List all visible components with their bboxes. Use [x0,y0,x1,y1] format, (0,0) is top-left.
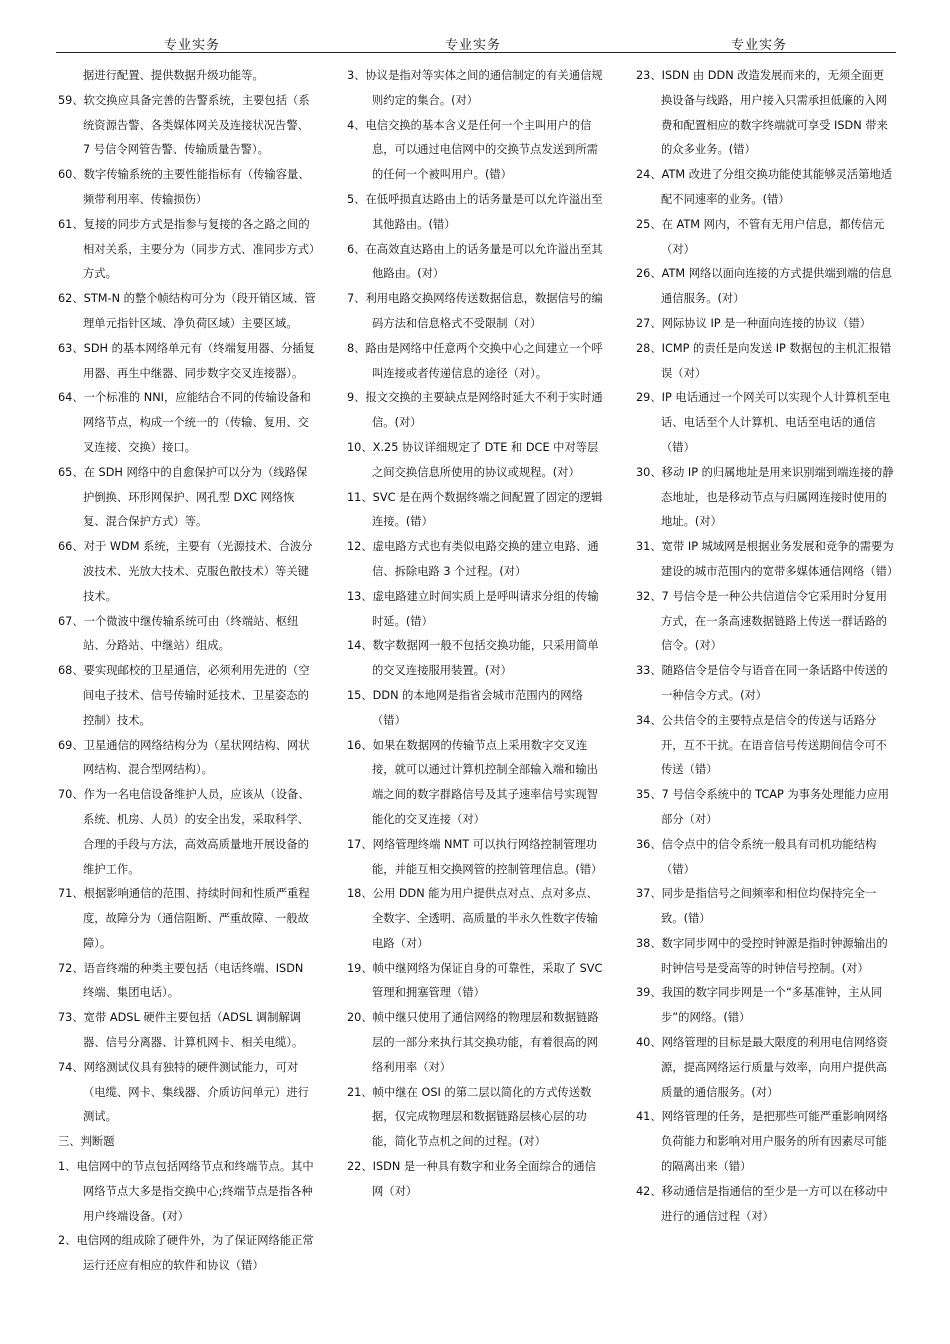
question-item: 4、电信交换的基本含义是任何一个主叫用户的信息，可以通过电信网中的交换节点发送到所需的任何一个被叫用户。(错） [347,118,598,182]
header-title-center: 专业实务 [445,38,502,53]
question-item: 3、协议是指对等实体之间的通信制定的有关通信规则约定的集合。(对） [347,69,603,107]
section-heading: 三、判断题 [58,1135,115,1149]
question-item: 14、数字数据网一般不包括交换功能，只采用简单的交叉连接服用装置。(对） [347,639,599,678]
question-item: 1、电信网中的节点包括网络节点和终端节点。其中网络节点大多是指交换中心;终端节点是指各种用户终端设备。(对） [58,1160,314,1223]
question-item: 7、利用电路交换网络传送数据信息，数据信号的编码方法和信息格式不受限制（对） [347,292,603,330]
question-item: 70、作为一名电信设备维护人员，应该从（设备、系统、机房、人员）的安全出发，采取科学、合理的手段与方法，高效高质量地开展设备的维护工作。 [58,788,310,876]
question-item: 62、STM-N 的整个帧结构可分为（段开销区域、管理单元指针区域、净负荷区域）主要区域。 [58,292,316,330]
question-item: 66、对于 WDM 系统，主要有（光源技术、合波分波技术、光放大技术、克服色散技术）等关键技术。 [58,540,313,603]
question-item: 15、DDN 的本地网是指省会城市范围内的网络（错） [347,688,583,727]
question-item: 25、在 ATM 网内，不管有无用户信息，都传信元（对） [636,217,885,256]
question-item: 2、电信网的组成除了硬件外，为了保证网络能正常运行还应有相应的软件和协议（错） [58,1234,314,1273]
question-item: 36、信令点中的信令系统一般具有司机功能结构（错） [636,837,877,876]
question-item: 28、ICMP 的责任是向发送 IP 数据包的主机汇报错误（对） [636,341,892,380]
column-2 [347,64,605,1205]
question-item: 61、复接的同步方式是指参与复接的各之路之间的相对关系，主要分为（同步方式、准同步方式）方式。 [58,217,315,281]
question-item: 5、在低呼损直达路由上的话务量是可以允许溢出至其他路由。(错） [347,192,603,231]
question-item: 10、X.25 协议详细规定了 DTE 和 DCE 中对等层之间交换信息所使用的协议或规程。(对） [347,440,599,479]
question-item: 38、数字同步网中的受控时钟源是指时钟源输出的时钟信号是受高等的时钟信号控制。(对） [636,936,888,975]
question-item: 30、移动 IP 的归属地址是用来识别端到端连接的静态地址，也是移动节点与归属网连接时使用的地址。(对） [636,465,894,529]
question-item: 67、一个微波中继传输系统可由（终端站、枢纽站、分路站、中继站）组成。 [58,614,299,653]
question-item: 42、移动通信是指通信的至少是一方可以在移动中进行的通信过程（对） [636,1184,888,1223]
question-item: 73、宽带 ADSL 硬件主要包括（ADSL 调制解调器、信号分离器、计算机网卡、相关电缆）。 [58,1011,304,1050]
question-item: 24、ATM 改进了分组交换功能使其能够灵活第地适配不同速率的业务。(错） [636,168,893,206]
question-item: 64、一个标准的 NNI，应能结合不同的传输设备和网络节点，构成一个统一的（传输、复用、交叉连接、交换）接口。 [58,391,311,454]
question-item: 40、网络管理的目标是最大限度的利用电信网络资源，提高网络运行质量与效率，向用户提供高质量的通信服务。(对） [636,1036,888,1099]
page-header [56,34,896,53]
header-title-right: 专业实务 [731,38,788,53]
question-item: 23、ISDN 由 DDN 改造发展而来的，无须全面更换设备与线路，用户接入只需承担低廉的入网费和配置相应的数字终端就可享受 ISDN 带来的众多业务。(错） [636,69,888,157]
question-item: 60、数字传输系统的主要性能指标有（传输容量、频带利用率、传输损伤） [58,168,310,206]
question-item: 18、公用 DDN 能为用户提供点对点、点对多点、全数字、全透明、高质量的半永久性数字传输电路（对） [347,887,598,950]
question-item: 71、根据影响通信的范围、持续时间和性质严重程度，故障分为（通信阻断、严重故障、一般故障）。 [58,887,310,950]
question-item: 27、网际协议 IP 是一种面向连接的协议（错） [636,316,872,330]
question-item: 6、在高效直达路由上的话务量是可以允许溢出至其他路由。(对） [347,242,603,281]
question-item: 13、虚电路建立时间实质上是呼叫请求分组的传输时延。(错） [347,589,599,628]
question-item: 63、SDH 的基本网络单元有（终端复用器、分插复用器、再生中继器、同步数字交叉连接器）。 [58,341,315,380]
question-item: 31、宽带 IP 城域网是根据业务发展和竞争的需要为建设的城市范围内的宽带多媒体通信网络（错） [636,540,899,578]
question-item: 22、ISDN 是一种具有数字和业务全面综合的通信网（对） [347,1160,596,1198]
question-item: 21、帧中继在 OSI 的第二层以简化的方式传送数据，仅完成物理层和数据链路层核心层的功能，简化节点机之间的过程。(对） [347,1085,592,1149]
question-item: 17、网络管理终端 NMT 可以执行网络控制管理功能，并能互相交换网管的控制管理信息。(错） [347,837,603,876]
question-item: 68、要实现邮校的卫星通信，必须利用先进的（空间电子技术、信号传输时延技术、卫星姿态的控制）技术。 [58,664,310,727]
question-item: 41、网络管理的任务，是把那些可能严重影响网络负荷能力和影响对用户服务的所有因素尽可能的隔离出来（错） [636,1110,888,1174]
question-item: 39、我国的数字同步网是一个“多基准钟，主从同步”的网络。(错） [636,986,883,1025]
question-item: 69、卫星通信的网络结构分为（星状网结构、网状网结构、混合型网结构）。 [58,738,310,777]
question-item: 26、ATM 网络以面向连接的方式提供端到端的信息通信服务。(对） [636,267,893,306]
question-item: 8、路由是网络中任意两个交换中心之间建立一个呼叫连接或者传递信息的途径（对）。 [347,341,603,380]
question-item: 29、IP 电话通过一个网关可以实现个人计算机至电话、电话至个人计算机、电话至电话的通信（错） [636,391,891,454]
question-item: 72、语音终端的种类主要包括（电话终端、ISDN 终端、集团电话）。 [58,961,304,1000]
column-3 [636,64,899,1229]
question-item: 34、公共信令的主要特点是信令的传送与话路分开，互不干扰。在语音信号传送期间信令可不传送（错） [636,713,887,777]
question-item: 65、在 SDH 网络中的自愈保护可以分为（线路保护倒换、环形网保护、网孔型 DXC 网络恢复、混合保护方式）等。 [58,465,308,529]
question-item: 12、虚电路方式也有类似电路交换的建立电路、通信、拆除电路 3 个过程。(对） [347,540,599,578]
question-item: 37、同步是指信号之间频率和相位均保持完全一致。(错） [636,887,877,926]
question-item: 32、7 号信令是一种公共信道信令它采用时分复用方式，在一条高速数据链路上传送一群话路的信令。(对） [636,589,888,653]
question-item: 33、随路信令是信令与语音在同一条话路中传送的一种信令方式。(对） [636,664,888,702]
column-1 [58,64,316,1279]
question-item: 20、帧中继只使用了通信网络的物理层和数据链路层的一部分来执行其交换功能，有着很高的网络利用率（对） [347,1011,599,1074]
continued-paragraph: 据进行配置、提供数据升级功能等。 [83,69,264,82]
question-item: 11、SVC 是在两个数据终端之间配置了固定的逻辑连接。(错） [347,490,603,529]
question-item: 9、报文交换的主要缺点是网络时延大不利于实时通信。(对） [347,391,603,430]
question-item: 16、如果在数据网的传输节点上采用数字交叉连接，就可以通过计算机控制全部输入端和输出端之间的数字群路信号及其子速率信号实现智能化的交叉连接（对） [347,738,598,826]
question-item: 59、软交换应具备完善的告警系统，主要包括（系统资源告警、各类媒体网关及连接状况告警、7 号信令网管告警、传输质量告警）。 [58,93,310,157]
header-title-left: 专业实务 [164,38,221,53]
question-item: 19、帧中继网络为保证自身的可靠性，采取了 SVC 管理和拥塞管理（错） [347,961,603,1000]
question-item: 74、网络测试仪具有独特的硬件测试能力，可对（电缆、网卡、集线器、介质访问单元）进行测试。 [58,1060,309,1124]
question-item: 35、7 号信令系统中的 TCAP 为事务处理能力应用部分（对） [636,788,890,826]
